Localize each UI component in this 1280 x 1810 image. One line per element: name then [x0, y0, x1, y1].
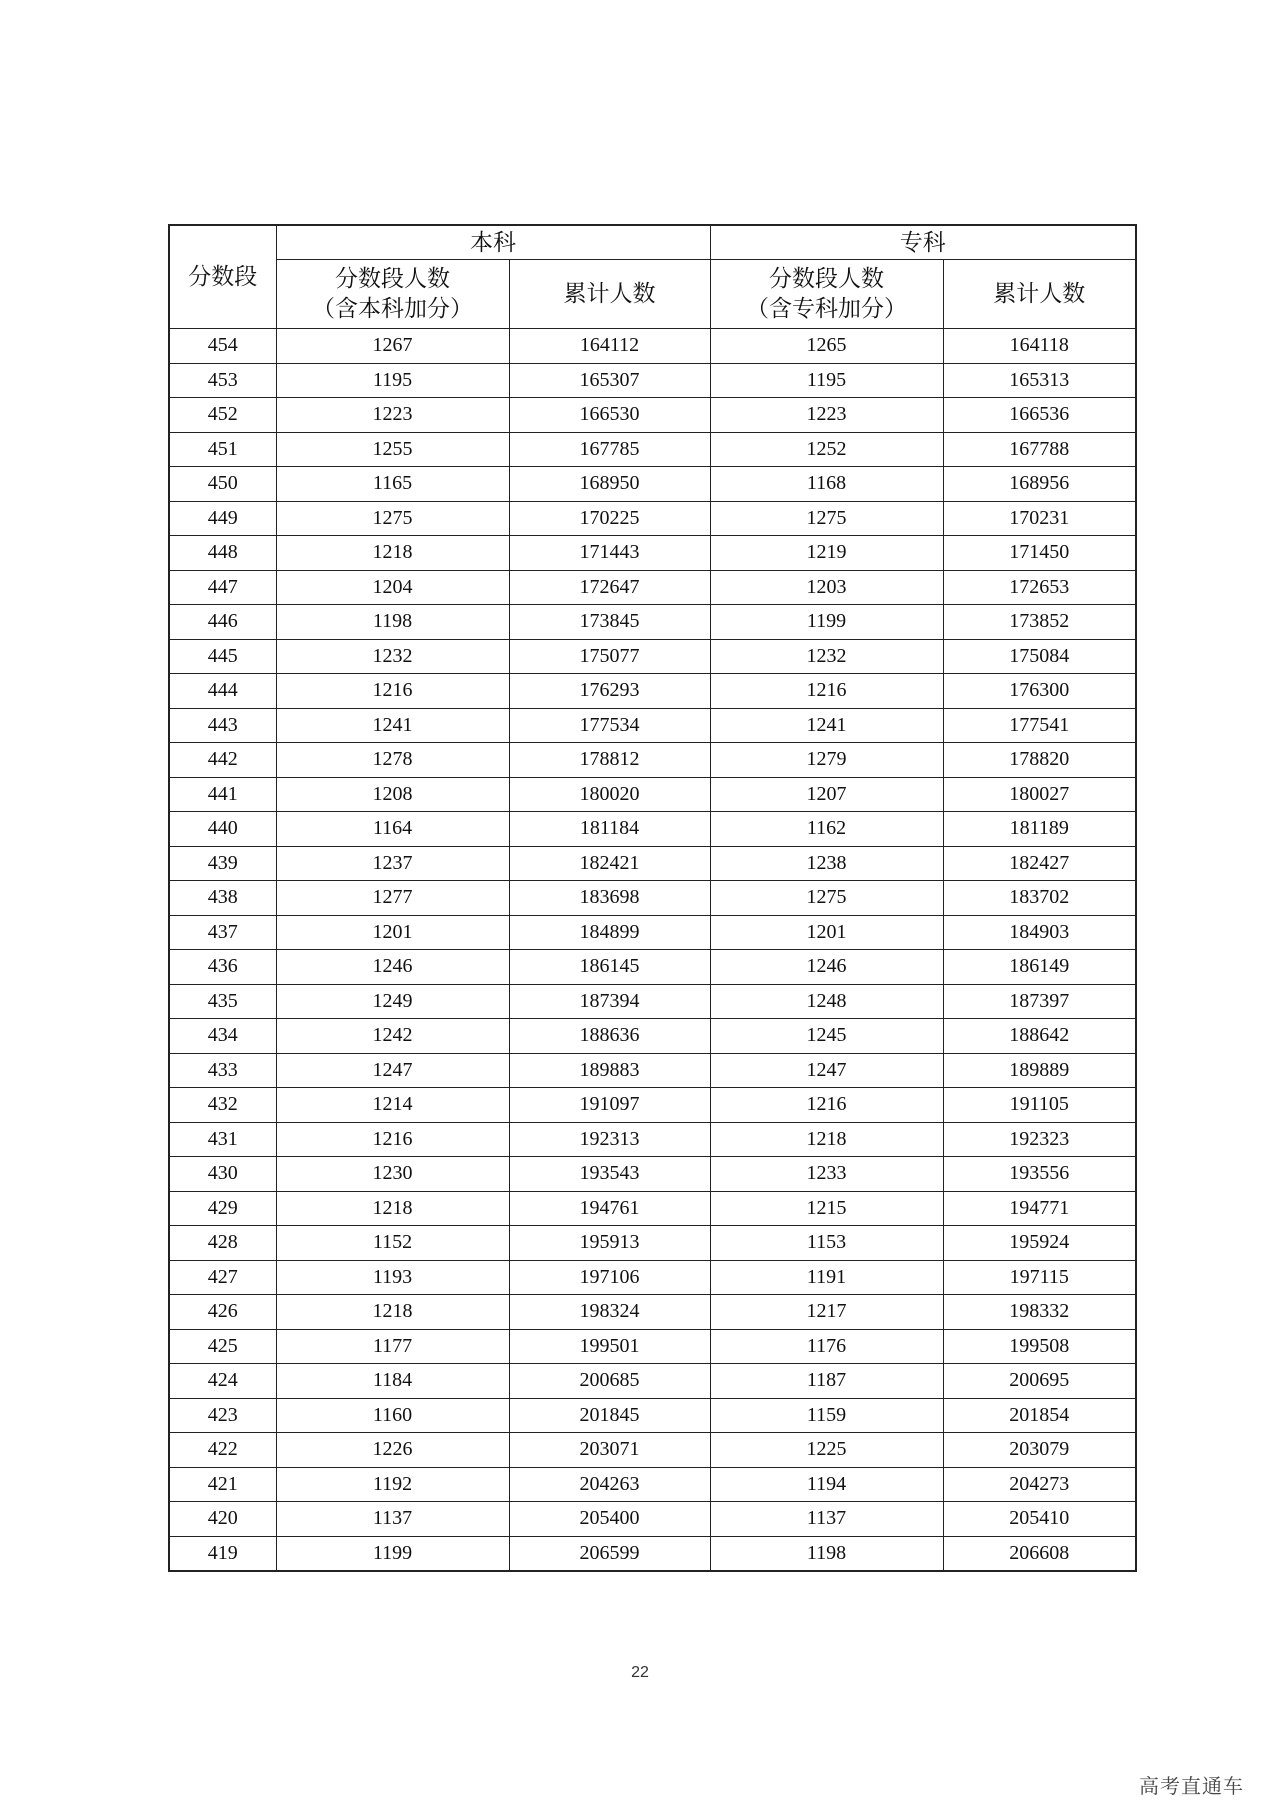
- table-row: [169, 1260, 1136, 1295]
- vocational-count-cell: 1216: [710, 674, 943, 709]
- vocational-count-cell: 1248: [710, 984, 943, 1019]
- vocational-count-header: [710, 260, 943, 329]
- vocational-count-cell: 1137: [710, 1502, 943, 1537]
- undergrad-cumulative-cell: 189883: [509, 1053, 710, 1088]
- vocational-count-cell: 1201: [710, 915, 943, 950]
- vocational-count-cell: 1215: [710, 1191, 943, 1226]
- vocational-count-cell: 1191: [710, 1260, 943, 1295]
- vocational-count-cell: 1203: [710, 570, 943, 605]
- table-row: [169, 1088, 1136, 1123]
- vocational-count-cell: 1247: [710, 1053, 943, 1088]
- undergrad-cumulative-cell: 203071: [509, 1433, 710, 1468]
- undergrad-count-cell: 1249: [276, 984, 509, 1019]
- table-row: [169, 398, 1136, 433]
- undergrad-count-cell: 1218: [276, 536, 509, 571]
- score-distribution-table: [168, 224, 1137, 1572]
- undergrad-count-cell: 1184: [276, 1364, 509, 1399]
- score-cell: 439: [169, 846, 276, 881]
- table-row: [169, 639, 1136, 674]
- undergrad-cumulative-cell: 164112: [509, 329, 710, 364]
- undergrad-count-cell: 1216: [276, 674, 509, 709]
- undergrad-cumulative-cell: 181184: [509, 812, 710, 847]
- score-cell: 453: [169, 363, 276, 398]
- table-row: [169, 329, 1136, 364]
- score-cell: 435: [169, 984, 276, 1019]
- undergrad-cumulative-cell: 183698: [509, 881, 710, 916]
- vocational-count-cell: 1275: [710, 881, 943, 916]
- vocational-count-cell: 1187: [710, 1364, 943, 1399]
- score-cell: 426: [169, 1295, 276, 1330]
- table-row: [169, 570, 1136, 605]
- undergrad-count-cell: 1226: [276, 1433, 509, 1468]
- undergrad-cumulative-cell: 200685: [509, 1364, 710, 1399]
- score-cell: 449: [169, 501, 276, 536]
- vocational-count-cell: 1162: [710, 812, 943, 847]
- score-cell: 422: [169, 1433, 276, 1468]
- undergrad-count-header-line1: 分数段人数: [335, 266, 450, 292]
- table-row: [169, 1398, 1136, 1433]
- table-row: [169, 743, 1136, 778]
- undergrad-cumulative-cell: 199501: [509, 1329, 710, 1364]
- undergrad-cumulative-cell: 187394: [509, 984, 710, 1019]
- table-row: [169, 1329, 1136, 1364]
- undergrad-count-cell: 1198: [276, 605, 509, 640]
- undergrad-cumulative-cell: 165307: [509, 363, 710, 398]
- vocational-cumulative-cell: 171450: [943, 536, 1136, 571]
- undergrad-count-header: [276, 260, 509, 329]
- undergrad-cumulative-cell: 191097: [509, 1088, 710, 1123]
- undergrad-count-cell: 1137: [276, 1502, 509, 1537]
- table-row: [169, 1053, 1136, 1088]
- vocational-count-cell: 1195: [710, 363, 943, 398]
- vocational-count-cell: 1232: [710, 639, 943, 674]
- vocational-count-cell: 1194: [710, 1467, 943, 1502]
- undergrad-count-cell: 1195: [276, 363, 509, 398]
- table-row: [169, 1191, 1136, 1226]
- undergrad-cumulative-cell: 177534: [509, 708, 710, 743]
- undergrad-cumulative-cell: 167785: [509, 432, 710, 467]
- vocational-count-cell: 1223: [710, 398, 943, 433]
- table-row: [169, 1467, 1136, 1502]
- score-cell: 421: [169, 1467, 276, 1502]
- undergrad-count-cell: 1241: [276, 708, 509, 743]
- vocational-cumulative-cell: 167788: [943, 432, 1136, 467]
- vocational-cumulative-cell: 197115: [943, 1260, 1136, 1295]
- vocational-count-cell: 1265: [710, 329, 943, 364]
- vocational-cumulative-cell: 168956: [943, 467, 1136, 502]
- vocational-cumulative-cell: 173852: [943, 605, 1136, 640]
- undergrad-count-cell: 1152: [276, 1226, 509, 1261]
- undergrad-cumulative-cell: 204263: [509, 1467, 710, 1502]
- table-row: [169, 984, 1136, 1019]
- undergrad-count-cell: 1230: [276, 1157, 509, 1192]
- vocational-cumulative-cell: 181189: [943, 812, 1136, 847]
- undergrad-count-cell: 1165: [276, 467, 509, 502]
- score-cell: 454: [169, 329, 276, 364]
- table-row: [169, 467, 1136, 502]
- vocational-count-cell: 1168: [710, 467, 943, 502]
- undergrad-count-cell: 1232: [276, 639, 509, 674]
- vocational-count-cell: 1159: [710, 1398, 943, 1433]
- score-cell: 433: [169, 1053, 276, 1088]
- table-row: [169, 1433, 1136, 1468]
- score-cell: 432: [169, 1088, 276, 1123]
- vocational-cumulative-cell: 199508: [943, 1329, 1136, 1364]
- table-row: [169, 1226, 1136, 1261]
- score-cell: 450: [169, 467, 276, 502]
- vocational-cumulative-cell: 176300: [943, 674, 1136, 709]
- undergrad-cumulative-cell: 166530: [509, 398, 710, 433]
- undergrad-count-cell: 1223: [276, 398, 509, 433]
- vocational-group-header: 专科: [710, 225, 1136, 260]
- vocational-count-cell: 1207: [710, 777, 943, 812]
- undergrad-count-cell: 1275: [276, 501, 509, 536]
- table-row: [169, 1019, 1136, 1054]
- vocational-cumulative-cell: 191105: [943, 1088, 1136, 1123]
- undergrad-count-cell: 1255: [276, 432, 509, 467]
- score-cell: 434: [169, 1019, 276, 1054]
- undergrad-cumulative-cell: 168950: [509, 467, 710, 502]
- vocational-count-cell: 1246: [710, 950, 943, 985]
- table-row: [169, 950, 1136, 985]
- vocational-count-cell: 1217: [710, 1295, 943, 1330]
- vocational-cumulative-cell: 198332: [943, 1295, 1136, 1330]
- vocational-count-cell: 1218: [710, 1122, 943, 1157]
- vocational-cumulative-cell: 204273: [943, 1467, 1136, 1502]
- table-row: [169, 674, 1136, 709]
- score-cell: 427: [169, 1260, 276, 1295]
- undergrad-cumulative-cell: 194761: [509, 1191, 710, 1226]
- undergrad-cumulative-cell: 180020: [509, 777, 710, 812]
- vocational-cumulative-cell: 192323: [943, 1122, 1136, 1157]
- table-row: [169, 1502, 1136, 1537]
- vocational-count-header-line1: 分数段人数: [769, 266, 884, 292]
- undergrad-count-cell: 1199: [276, 1536, 509, 1571]
- score-cell: 452: [169, 398, 276, 433]
- score-table-body: [169, 329, 1136, 1572]
- undergrad-cumulative-cell: 170225: [509, 501, 710, 536]
- vocational-count-cell: 1199: [710, 605, 943, 640]
- score-cell: 425: [169, 1329, 276, 1364]
- undergrad-cumulative-cell: 195913: [509, 1226, 710, 1261]
- undergrad-count-cell: 1277: [276, 881, 509, 916]
- vocational-cumulative-cell: 178820: [943, 743, 1136, 778]
- vocational-count-cell: 1245: [710, 1019, 943, 1054]
- undergrad-cumulative-cell: 184899: [509, 915, 710, 950]
- score-cell: 448: [169, 536, 276, 571]
- score-cell: 438: [169, 881, 276, 916]
- score-column-header: 分数段: [169, 225, 276, 329]
- score-cell: 419: [169, 1536, 276, 1571]
- vocational-cumulative-cell: 182427: [943, 846, 1136, 881]
- score-cell: 429: [169, 1191, 276, 1226]
- undergrad-cumulative-cell: 192313: [509, 1122, 710, 1157]
- undergrad-cumulative-cell: 193543: [509, 1157, 710, 1192]
- score-cell: 423: [169, 1398, 276, 1433]
- undergrad-count-header-line2: （含本科加分）: [312, 296, 473, 322]
- vocational-cumulative-cell: 164118: [943, 329, 1136, 364]
- vocational-count-cell: 1275: [710, 501, 943, 536]
- vocational-cumulative-cell: 184903: [943, 915, 1136, 950]
- vocational-cumulative-cell: 200695: [943, 1364, 1136, 1399]
- undergrad-cumulative-cell: 197106: [509, 1260, 710, 1295]
- table-row: [169, 708, 1136, 743]
- table-row: [169, 812, 1136, 847]
- undergrad-count-cell: 1164: [276, 812, 509, 847]
- vocational-cumulative-cell: 188642: [943, 1019, 1136, 1054]
- vocational-count-header-line2: （含专科加分）: [746, 296, 907, 322]
- score-cell: 445: [169, 639, 276, 674]
- vocational-cumulative-cell: 166536: [943, 398, 1136, 433]
- score-cell: 444: [169, 674, 276, 709]
- vocational-cumulative-cell: 187397: [943, 984, 1136, 1019]
- table-row: [169, 846, 1136, 881]
- score-cell: 443: [169, 708, 276, 743]
- vocational-cumulative-cell: 183702: [943, 881, 1136, 916]
- undergrad-cumulative-cell: 186145: [509, 950, 710, 985]
- undergrad-count-cell: 1218: [276, 1295, 509, 1330]
- undergrad-count-cell: 1267: [276, 329, 509, 364]
- table-row: [169, 536, 1136, 571]
- vocational-cumulative-cell: 189889: [943, 1053, 1136, 1088]
- vocational-cumulative-cell: 201854: [943, 1398, 1136, 1433]
- table-row: [169, 1364, 1136, 1399]
- vocational-count-cell: 1153: [710, 1226, 943, 1261]
- undergrad-cumulative-header: 累计人数: [509, 260, 710, 329]
- undergrad-count-cell: 1242: [276, 1019, 509, 1054]
- vocational-cumulative-header: 累计人数: [943, 260, 1136, 329]
- score-cell: 420: [169, 1502, 276, 1537]
- undergrad-count-cell: 1278: [276, 743, 509, 778]
- vocational-cumulative-cell: 206608: [943, 1536, 1136, 1571]
- vocational-count-cell: 1233: [710, 1157, 943, 1192]
- vocational-cumulative-cell: 194771: [943, 1191, 1136, 1226]
- undergrad-count-cell: 1214: [276, 1088, 509, 1123]
- vocational-cumulative-cell: 205410: [943, 1502, 1136, 1537]
- vocational-cumulative-cell: 175084: [943, 639, 1136, 674]
- vocational-count-cell: 1225: [710, 1433, 943, 1468]
- vocational-cumulative-cell: 186149: [943, 950, 1136, 985]
- score-cell: 428: [169, 1226, 276, 1261]
- undergrad-cumulative-cell: 172647: [509, 570, 710, 605]
- vocational-count-cell: 1219: [710, 536, 943, 571]
- table-row: [169, 363, 1136, 398]
- score-cell: 431: [169, 1122, 276, 1157]
- table-row: [169, 915, 1136, 950]
- vocational-cumulative-cell: 180027: [943, 777, 1136, 812]
- undergrad-count-cell: 1246: [276, 950, 509, 985]
- vocational-cumulative-cell: 172653: [943, 570, 1136, 605]
- page-number: 22: [631, 1664, 649, 1681]
- undergrad-cumulative-cell: 173845: [509, 605, 710, 640]
- score-cell: 424: [169, 1364, 276, 1399]
- table-row: [169, 501, 1136, 536]
- score-cell: 437: [169, 915, 276, 950]
- vocational-cumulative-cell: 165313: [943, 363, 1136, 398]
- score-cell: 442: [169, 743, 276, 778]
- undergrad-cumulative-cell: 178812: [509, 743, 710, 778]
- table-row: [169, 1157, 1136, 1192]
- vocational-cumulative-cell: 203079: [943, 1433, 1136, 1468]
- undergrad-count-cell: 1160: [276, 1398, 509, 1433]
- score-cell: 441: [169, 777, 276, 812]
- table-row: [169, 432, 1136, 467]
- table-row: [169, 1122, 1136, 1157]
- vocational-cumulative-cell: 193556: [943, 1157, 1136, 1192]
- undergrad-count-cell: 1204: [276, 570, 509, 605]
- table-row: [169, 881, 1136, 916]
- vocational-count-cell: 1279: [710, 743, 943, 778]
- watermark-text: 高考直通车: [1139, 1774, 1244, 1798]
- score-cell: 451: [169, 432, 276, 467]
- undergrad-cumulative-cell: 175077: [509, 639, 710, 674]
- table-row: [169, 605, 1136, 640]
- vocational-cumulative-cell: 177541: [943, 708, 1136, 743]
- vocational-count-cell: 1216: [710, 1088, 943, 1123]
- vocational-count-cell: 1198: [710, 1536, 943, 1571]
- undergrad-cumulative-cell: 188636: [509, 1019, 710, 1054]
- vocational-cumulative-cell: 170231: [943, 501, 1136, 536]
- undergrad-cumulative-cell: 182421: [509, 846, 710, 881]
- vocational-cumulative-cell: 195924: [943, 1226, 1136, 1261]
- undergrad-count-cell: 1192: [276, 1467, 509, 1502]
- undergrad-count-cell: 1177: [276, 1329, 509, 1364]
- undergrad-cumulative-cell: 201845: [509, 1398, 710, 1433]
- undergrad-cumulative-cell: 176293: [509, 674, 710, 709]
- table-row: [169, 777, 1136, 812]
- vocational-count-cell: 1176: [710, 1329, 943, 1364]
- score-cell: 446: [169, 605, 276, 640]
- undergrad-count-cell: 1201: [276, 915, 509, 950]
- undergrad-count-cell: 1218: [276, 1191, 509, 1226]
- undergrad-group-header: 本科: [276, 225, 710, 260]
- undergrad-count-cell: 1193: [276, 1260, 509, 1295]
- undergrad-cumulative-cell: 171443: [509, 536, 710, 571]
- score-cell: 447: [169, 570, 276, 605]
- table-row: [169, 1536, 1136, 1571]
- undergrad-cumulative-cell: 205400: [509, 1502, 710, 1537]
- score-cell: 430: [169, 1157, 276, 1192]
- score-cell: 436: [169, 950, 276, 985]
- table-row: [169, 1295, 1136, 1330]
- vocational-count-cell: 1238: [710, 846, 943, 881]
- undergrad-cumulative-cell: 206599: [509, 1536, 710, 1571]
- undergrad-count-cell: 1216: [276, 1122, 509, 1157]
- undergrad-count-cell: 1247: [276, 1053, 509, 1088]
- undergrad-count-cell: 1237: [276, 846, 509, 881]
- vocational-count-cell: 1252: [710, 432, 943, 467]
- score-cell: 440: [169, 812, 276, 847]
- undergrad-count-cell: 1208: [276, 777, 509, 812]
- vocational-count-cell: 1241: [710, 708, 943, 743]
- undergrad-cumulative-cell: 198324: [509, 1295, 710, 1330]
